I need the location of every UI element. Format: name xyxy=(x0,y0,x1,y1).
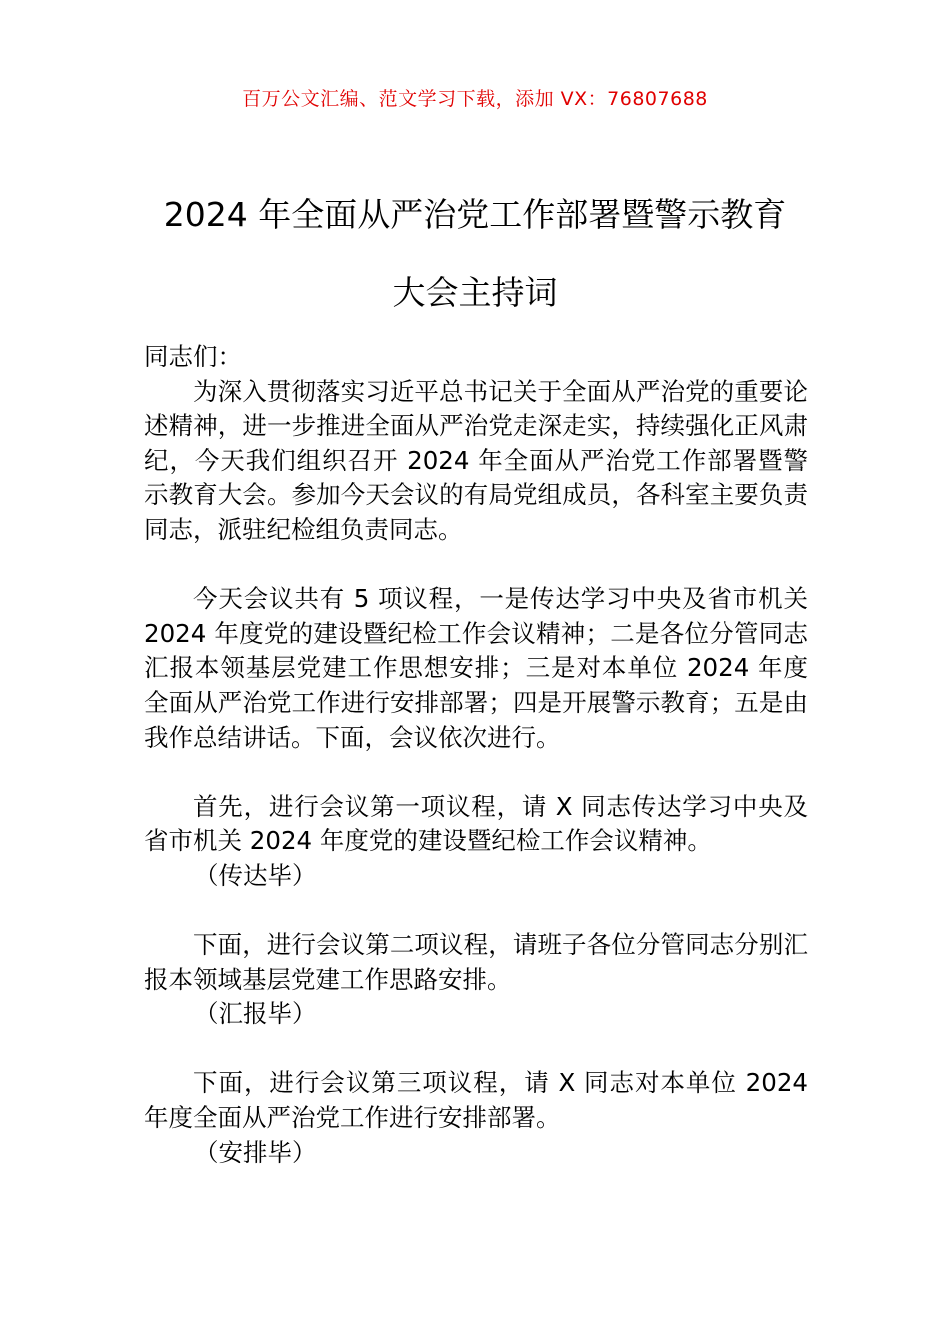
paragraph-intro: 为深入贯彻落实习近平总书记关于全面从严治党的重要论述精神，进一步推进全面从严治党走深走实，持续强化正风肃纪，今天我们组织召开 2024 年全面从严治党工作部署暨警示教育大会。参加今天会议的有局党组成员，各科室主要负责同志，派驻纪检组负责同志。 xyxy=(144,376,808,544)
salutation: 同志们： xyxy=(144,342,242,371)
closing-note-3: （安排毕） xyxy=(194,1137,317,1167)
paragraph-item-3: 下面，进行会议第三项议程，请 X 同志对本单位 2024 年度全面从严治党工作进行安排部署。 xyxy=(144,1068,808,1133)
document-body xyxy=(144,340,808,1170)
closing-note-2: （汇报毕） xyxy=(194,999,317,1029)
paragraph-item-1: 首先，进行会议第一项议程，请 X 同志传达学习中央及省市机关 2024 年度党的建设暨纪检工作会议精神。 xyxy=(144,791,808,856)
document-title xyxy=(60,176,890,332)
closing-note-1: （传达毕） xyxy=(194,860,317,890)
paragraph-agenda: 今天会议共有 5 项议程，一是传达学习中央及省市机关 2024 年度党的建设暨纪检工作会议精神；二是各位分管同志汇报本领基层党建工作思想安排；三是对本单位 2024 年度全面从严治党工作进行安排部署；四是开展警示教育；五是由我作总结讲话。下面，会议依次进行。 xyxy=(144,584,808,752)
header-watermark-note: 百万公文汇编、范文学习下载，添加 VX：76807688 xyxy=(242,88,708,110)
title-line-2: 大会主持词 xyxy=(392,273,558,312)
paragraph-item-2: 下面，进行会议第二项议程，请班子各位分管同志分别汇报本领域基层党建工作思路安排。 xyxy=(144,930,808,994)
title-line-1: 2024 年全面从严治党工作部署暨警示教育 xyxy=(163,195,787,234)
